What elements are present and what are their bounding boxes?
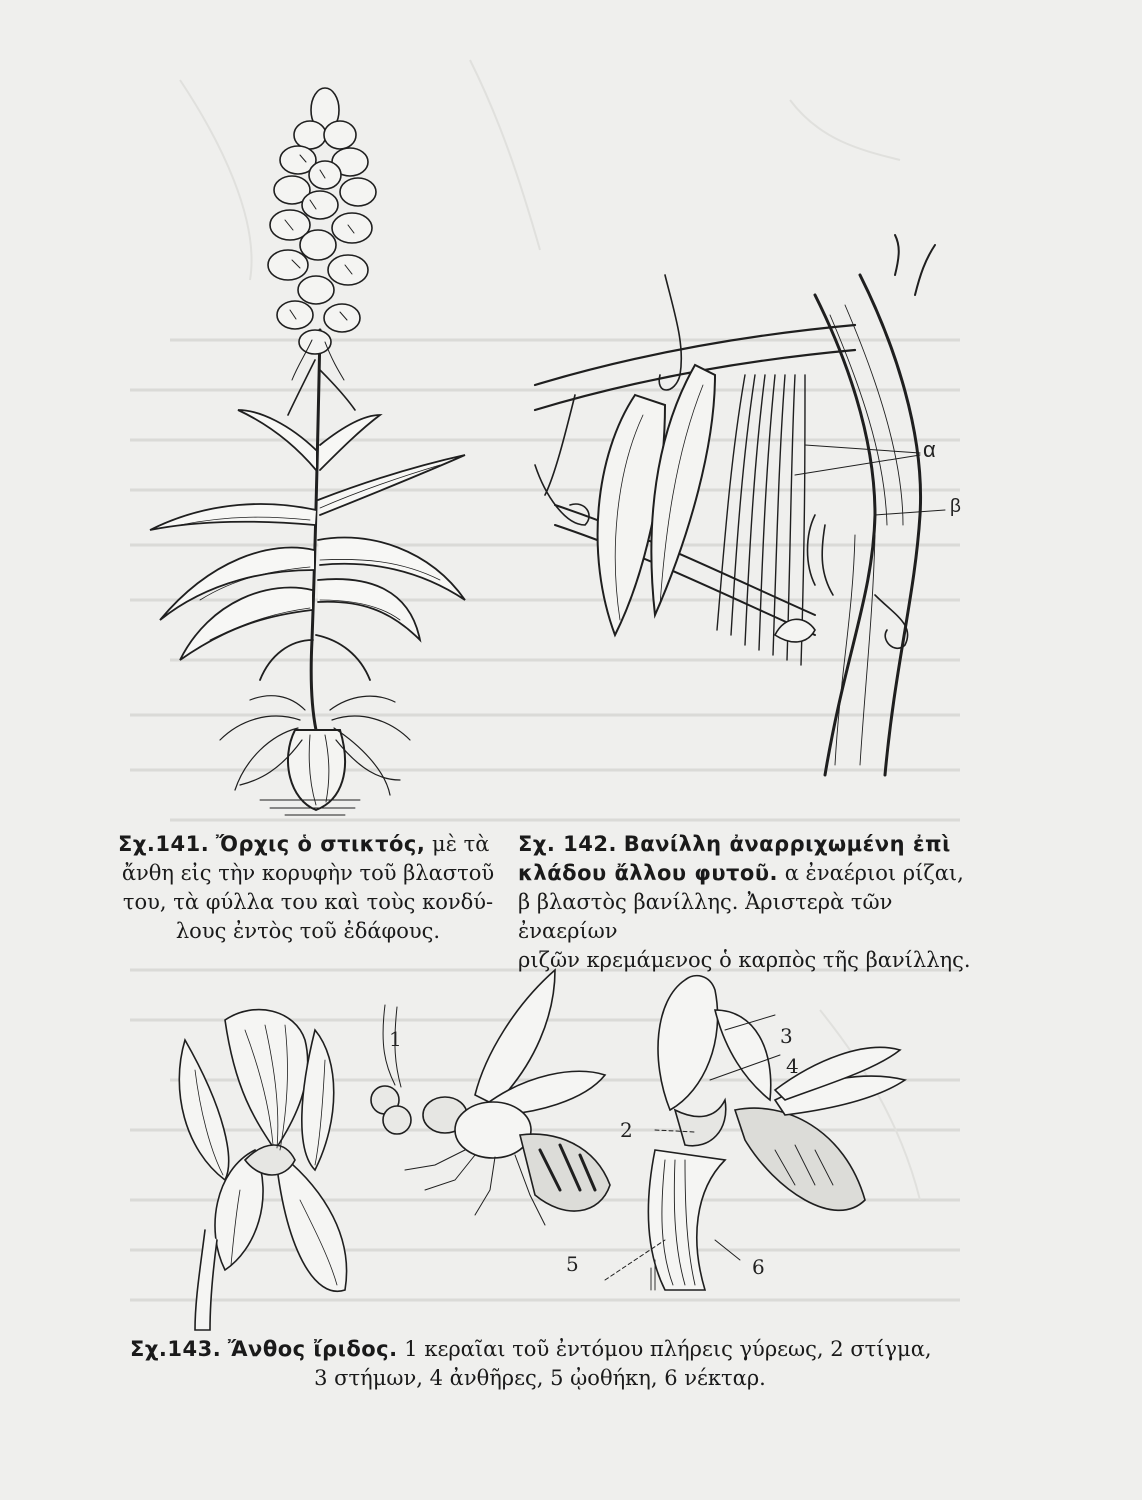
iris-section-illustration [615, 960, 915, 1295]
label-2: 2 [620, 1118, 633, 1142]
fig-141-number: Σχ.141. [118, 832, 210, 856]
label-beta: β [950, 496, 961, 517]
fig-141-caption-line-2: ἄνθη εἰς τὴν κορυφὴν τοῦ βλαστοῦ [121, 861, 495, 885]
label-1: 1 [389, 1027, 402, 1051]
fig-142-caption-line-3: ριζῶν κρεμάμενος ὁ καρπὸς τῆς βανίλλης. [518, 948, 971, 972]
fig-142-title-line-2: κλάδου ἄλλου φυτοῦ. [518, 861, 779, 885]
orchis-plant-illustration [120, 80, 490, 820]
fig-141-title: Ὄρχις ὁ στικτός, [215, 832, 426, 856]
caption-fig-141 [118, 830, 498, 946]
label-4: 4 [786, 1054, 799, 1078]
fig-143-caption-line-2: 3 στήμων, 4 ἀνθῆρες, 5 ᾠοθήκη, 6 νέκταρ. [314, 1366, 766, 1390]
fig-141-caption-line-4: λους ἐντὸς τοῦ ἐδάφους. [175, 919, 441, 943]
bee-illustration [365, 965, 635, 1240]
fig-143-title: Ἄνθος ἴριδος. [227, 1337, 398, 1361]
label-6: 6 [752, 1255, 765, 1279]
fig-142-number: Σχ. 142. [518, 832, 617, 856]
label-3: 3 [780, 1024, 793, 1048]
fig-143-number: Σχ.143. [130, 1337, 222, 1361]
fig-143-caption-line-1: 1 κεραῖαι τοῦ ἐντόμου πλήρεις γύρεως, 2 στίγμα, [404, 1337, 932, 1361]
label-alpha: α [923, 437, 936, 462]
label-5: 5 [566, 1252, 579, 1276]
fig-141-caption-line-1: μὲ τὰ [432, 832, 490, 856]
caption-fig-142 [518, 830, 978, 975]
caption-fig-143 [130, 1335, 950, 1393]
fig-142-caption-line-2: β βλαστὸς βανίλλης. Ἀριστερὰ τῶν ἐναερίων [518, 890, 893, 943]
fig-141-caption-line-3: του, τὰ φύλλα του καὶ τοὺς κονδύ- [122, 890, 494, 914]
fig-142-caption-line-1: α ἐναέριοι ρίζαι, [784, 861, 964, 885]
fig-142-title-line-1: Βανίλλη ἀναρριχωμένη ἐπὶ [623, 832, 951, 856]
